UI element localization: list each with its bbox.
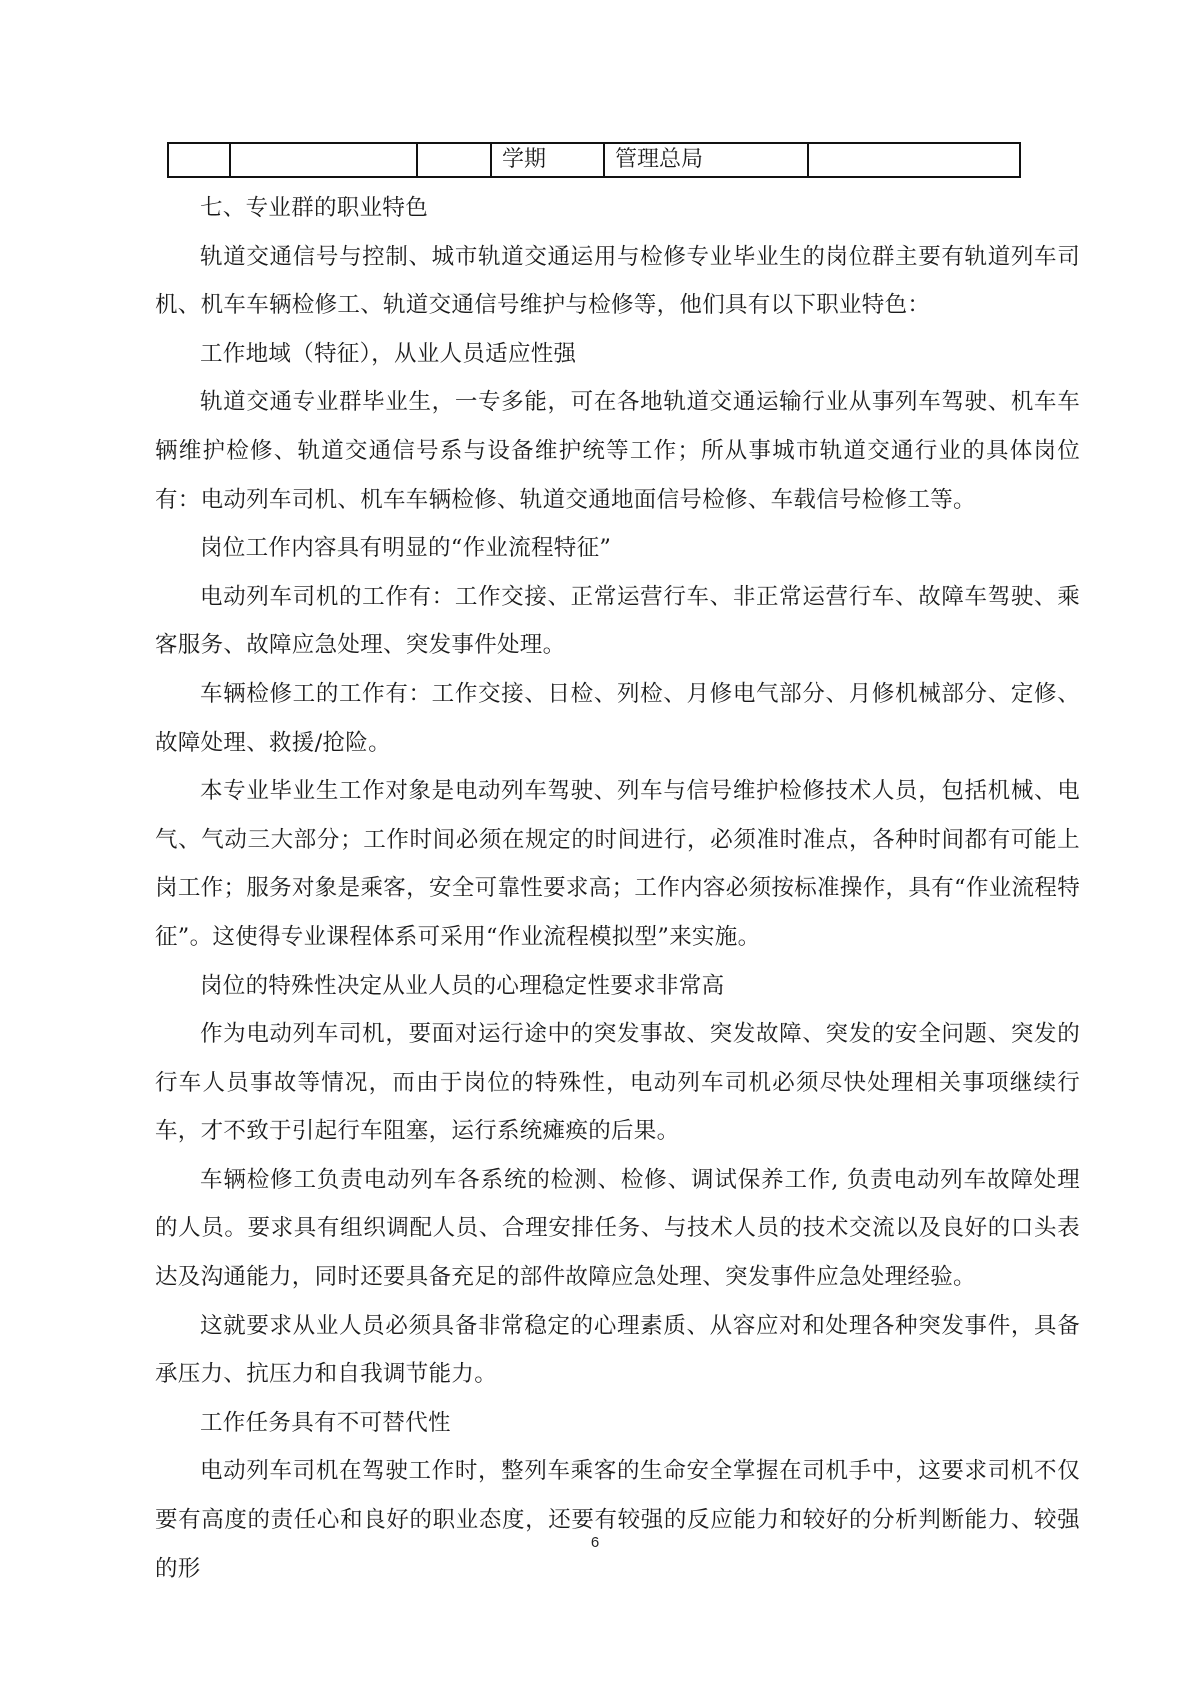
table-cell <box>168 143 230 177</box>
paragraph: 轨道交通专业群毕业生，一专多能，可在各地轨道交通运输行业从事列车驾驶、机车车辆维护检修、轨道交通信号系与设备维护统等工作；所从事城市轨道交通行业的具体岗位有：电动列车司机、机车车辆检修、轨道交通地面信号检修、车载信号检修工等。 <box>155 389 1080 513</box>
paragraph: 作为电动列车司机，要面对运行途中的突发事故、突发故障、突发的安全问题、突发的行车人员事故等情况，而由于岗位的特殊性，电动列车司机必须尽快处理相关事项继续行车，才不致于引起行车阻塞，运行系统瘫痪的后果。 <box>155 1021 1080 1145</box>
subheading: 岗位的特殊性决定从业人员的心理稳定性要求非常高 <box>200 972 725 999</box>
page-number: 6 <box>590 1534 600 1551</box>
document-body <box>155 184 1080 1593</box>
subheading: 岗位工作内容具有明显的“作业流程特征” <box>200 535 612 562</box>
table-cell-authority: 管理总局 <box>604 143 808 177</box>
table-cell <box>417 143 491 177</box>
section-title: 七、专业群的职业特色 <box>200 195 429 221</box>
table-row <box>168 143 1020 177</box>
paragraph: 本专业毕业生工作对象是电动列车驾驶、列车与信号维护检修技术人员，包括机械、电气、气动三大部分；工作时间必须在规定的时间进行，必须准时准点，各种时间都有可能上岗工作；服务对象是乘客，安全可靠性要求高；工作内容必须按标准操作，具有“作业流程特征”。这使得专业课程体系可采用“作业流程模拟型”来实施。 <box>155 778 1080 950</box>
subheading: 工作地域（特征），从业人员适应性强 <box>200 340 577 367</box>
table-cell-semester: 学期 <box>491 143 604 177</box>
paragraph: 车辆检修工的工作有：工作交接、日检、列检、月修电气部分、月修机械部分、定修、故障处理、救援/抢险。 <box>155 680 1080 756</box>
paragraph: 电动列车司机在驾驶工作时，整列车乘客的生命安全掌握在司机手中，这要求司机不仅要有高度的责任心和良好的职业态度，还要有较强的反应能力和较好的分析判断能力、较强的形 <box>155 1458 1080 1582</box>
table-cell <box>230 143 417 177</box>
paragraph: 轨道交通信号与控制、城市轨道交通运用与检修专业毕业生的岗位群主要有轨道列车司机、机车车辆检修工、轨道交通信号维护与检修等，他们具有以下职业特色： <box>155 243 1080 319</box>
paragraph: 电动列车司机的工作有：工作交接、正常运营行车、非正常运营行车、故障车驾驶、乘客服务、故障应急处理、突发事件处理。 <box>155 583 1080 659</box>
subheading: 工作任务具有不可替代性 <box>200 1409 451 1436</box>
table-cell <box>808 143 1020 177</box>
paragraph: 车辆检修工负责电动列车各系统的检测、检修、调试保养工作, 负责电动列车故障处理的人员。要求具有组织调配人员、合理安排任务、与技术人员的技术交流以及良好的口头表达及沟通能力，同时还要具备充足的部件故障应急处理、突发事件应急处理经验。 <box>155 1166 1080 1291</box>
table-fragment <box>167 142 1021 178</box>
paragraph: 这就要求从业人员必须具备非常稳定的心理素质、从容应对和处理各种突发事件，具备承压力、抗压力和自我调节能力。 <box>155 1312 1080 1388</box>
